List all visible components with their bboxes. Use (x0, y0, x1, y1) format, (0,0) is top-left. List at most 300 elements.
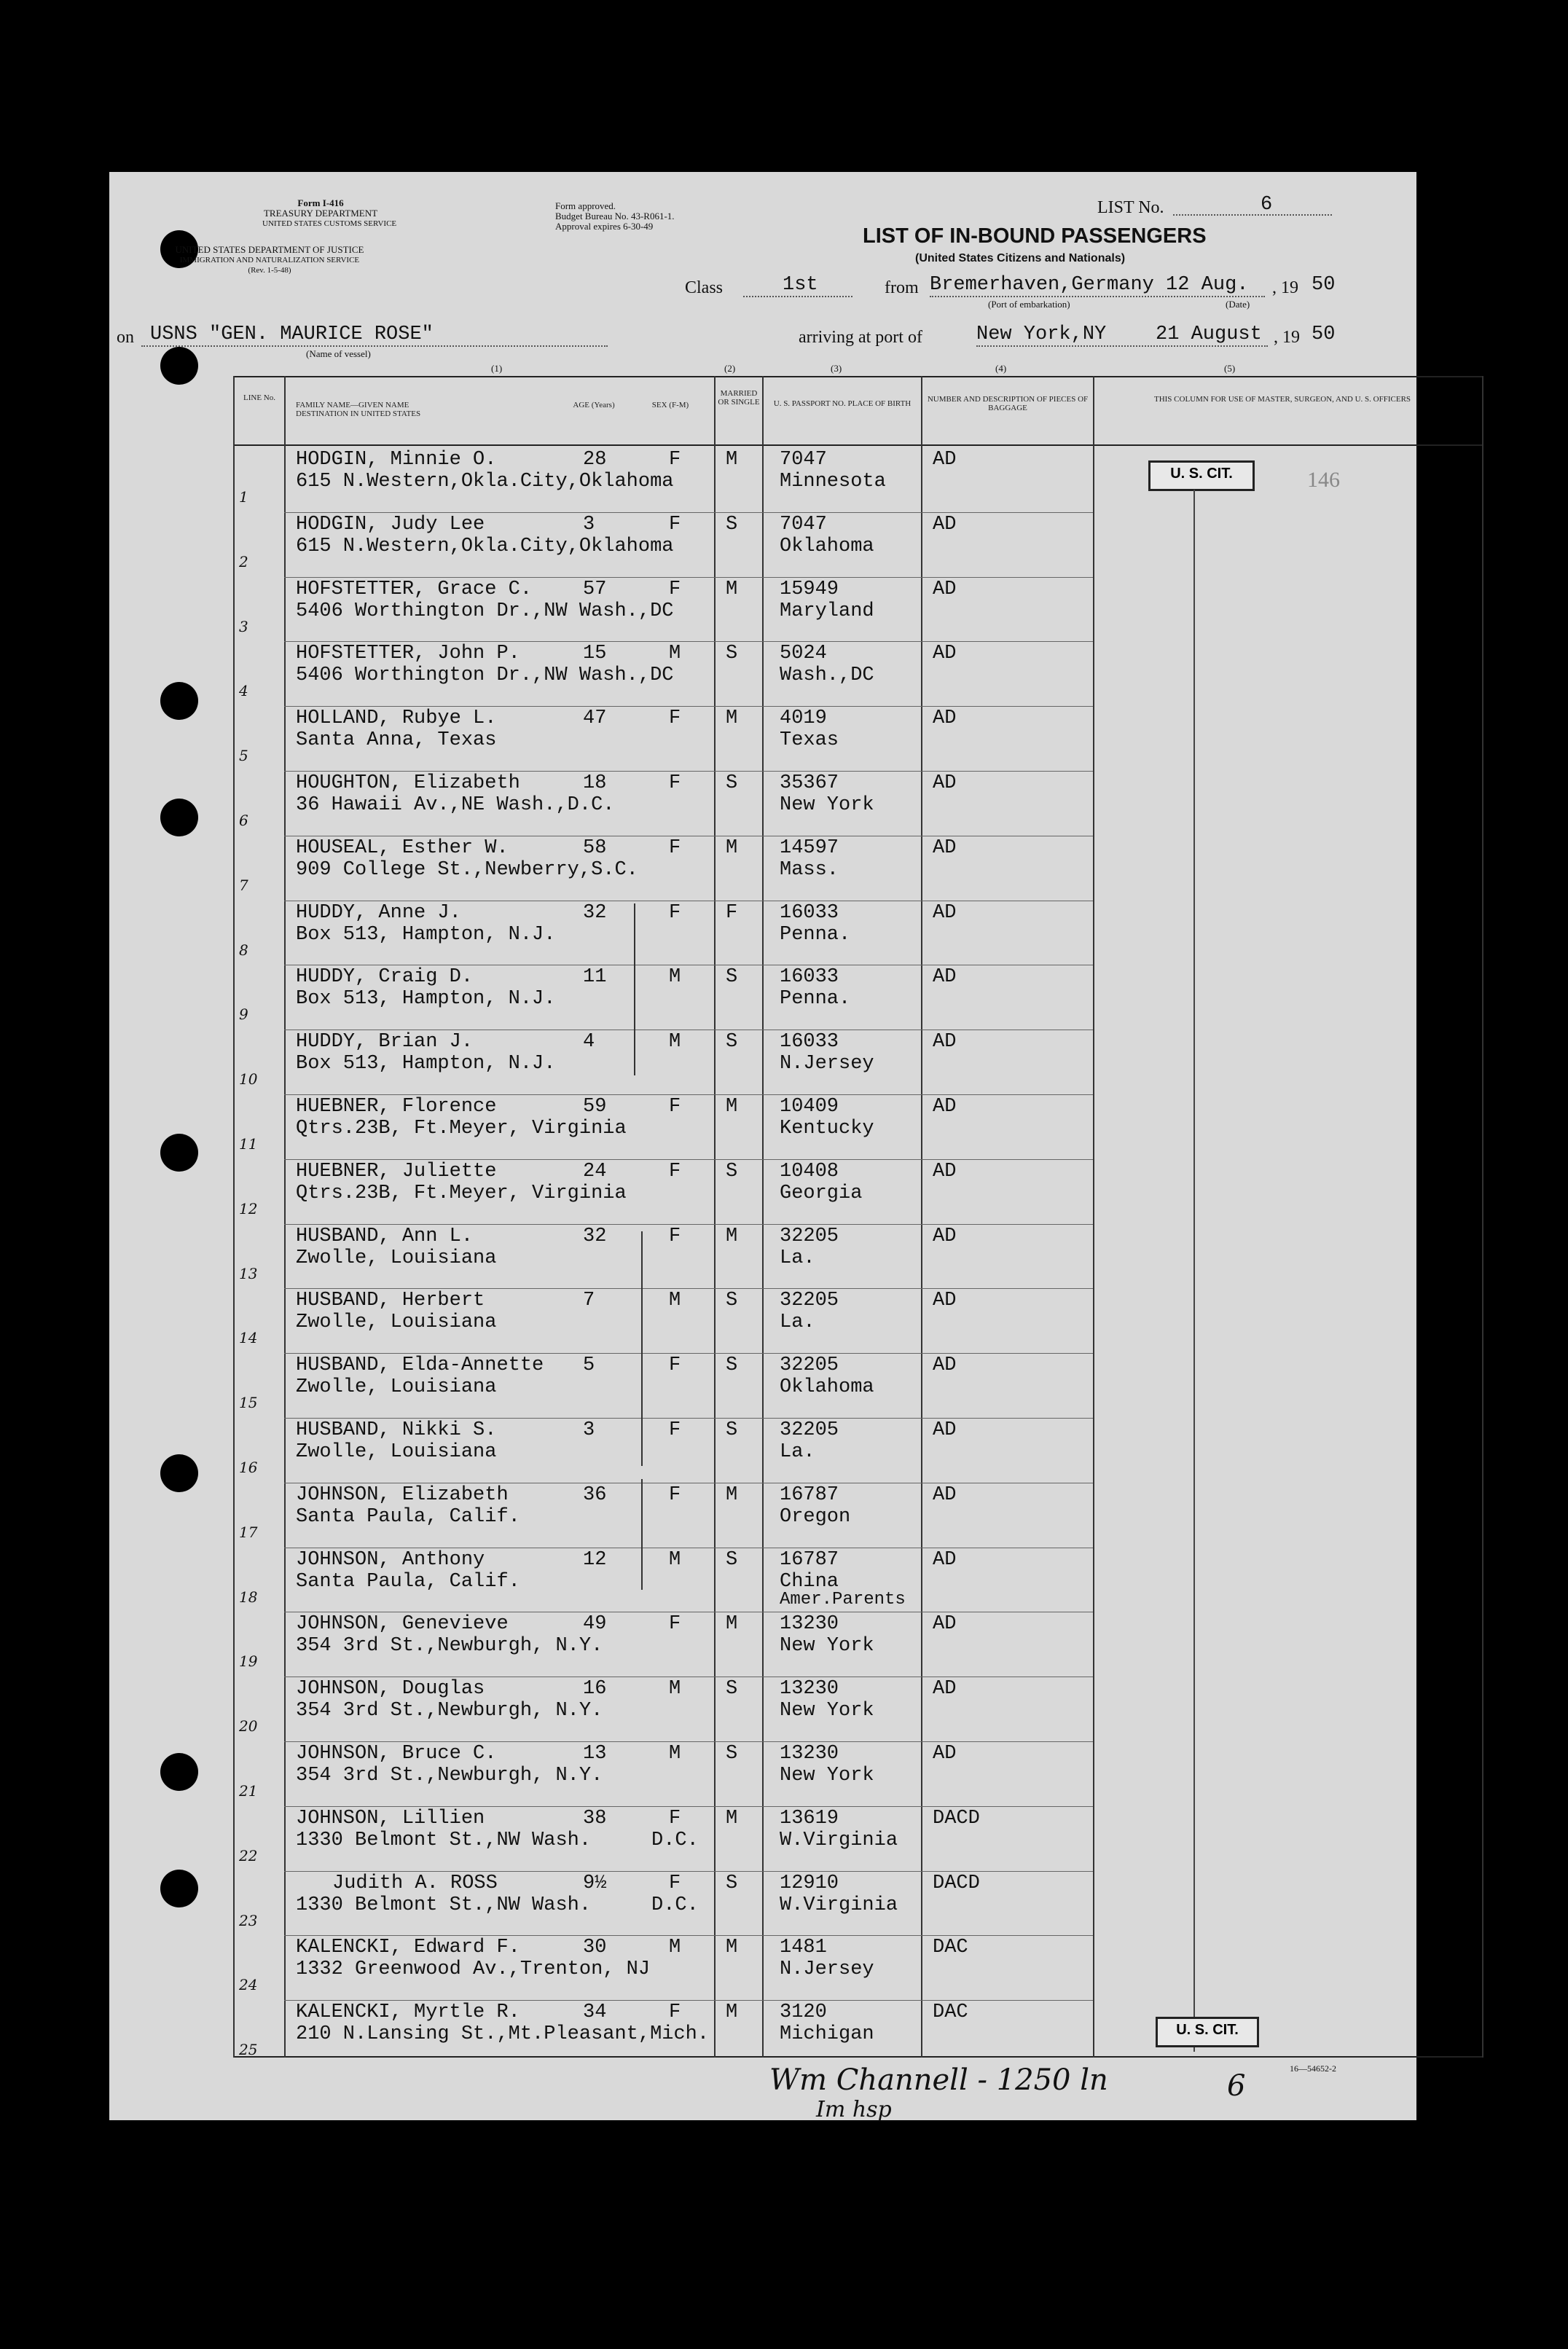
col-destination: DESTINATION IN UNITED STATES (296, 409, 421, 418)
destination: 354 3rd St.,Newburgh, N.Y. (296, 1700, 603, 1722)
us-citizen-stamp: U. S. CIT. (1148, 460, 1255, 491)
place-of-birth: Georgia (780, 1182, 863, 1204)
handwritten-note-2: Im hsp (816, 2097, 892, 2122)
passenger-name: HUEBNER, Florence (296, 1096, 497, 1118)
destination: 615 N.Western,Okla.City,Oklahoma (296, 471, 674, 493)
passenger-age: 12 (583, 1548, 607, 1571)
passport-number: 32205 (780, 1419, 839, 1441)
passenger-sex: F (669, 578, 681, 600)
place-of-birth: N.Jersey (780, 1958, 874, 1981)
destination: 5406 Worthington Dr.,NW Wash.,DC (296, 600, 674, 622)
passenger-age: 36 (583, 1483, 607, 1506)
destination: 1332 Greenwood Av.,Trenton, NJ (296, 1958, 651, 1981)
destination: Box 513, Hampton, N.J. (296, 988, 556, 1011)
passenger-name: JOHNSON, Elizabeth (296, 1483, 509, 1506)
passport-number: 7047 (780, 513, 827, 536)
port-embark-label: (Port of embarkation) (988, 299, 1070, 310)
place-of-birth: W.Virginia (780, 1829, 898, 1851)
baggage: AD (933, 772, 957, 794)
passenger-age: 5 (583, 1354, 595, 1377)
row-divider (284, 2000, 1093, 2001)
line-number: 9 (239, 1005, 248, 1024)
form-title: LIST OF IN-BOUND PASSENGERS (863, 224, 1207, 248)
passenger-sex: M (669, 1678, 681, 1701)
marital-status: S (726, 1354, 738, 1377)
marital-status: S (726, 1160, 738, 1183)
col-num-4: (4) (995, 363, 1007, 374)
line-number: 25 (239, 2041, 258, 2059)
passport-number: 13230 (780, 1743, 839, 1765)
passport-number: 16033 (780, 901, 839, 924)
passport-number: 35367 (780, 772, 839, 794)
passenger-sex: F (669, 1613, 681, 1636)
line-number: 12 (239, 1199, 258, 1217)
row-divider (284, 1159, 1093, 1160)
marital-status: S (726, 643, 738, 665)
row-divider (284, 1288, 1093, 1289)
passenger-name: HODGIN, Judy Lee (296, 513, 485, 536)
destination: 5406 Worthington Dr.,NW Wash.,DC (296, 664, 674, 687)
destination: Zwolle, Louisiana (296, 1441, 497, 1463)
destination: Box 513, Hampton, N.J. (296, 923, 556, 946)
arriving-port: New York,NY (976, 323, 1107, 345)
line-number: 6 (239, 812, 248, 829)
binder-hole (160, 1454, 198, 1492)
place-of-birth: La. (780, 1311, 815, 1334)
passenger-age: 7 (583, 1290, 595, 1312)
marital-status: S (726, 1419, 738, 1441)
passenger-age: 59 (583, 1096, 607, 1118)
passenger-age: 30 (583, 1937, 607, 1959)
destination: 1330 Belmont St.,NW Wash. (296, 1894, 592, 1916)
passport-number: 32205 (780, 1290, 839, 1312)
place-of-birth: Michigan (780, 2023, 874, 2046)
binder-hole (160, 347, 198, 385)
from-label: from (885, 278, 919, 297)
line-number: 22 (239, 1846, 258, 1864)
passenger-name: KALENCKI, Edward F. (296, 1937, 520, 1959)
passenger-name: JOHNSON, Bruce C. (296, 1743, 497, 1765)
passenger-sex: F (669, 1160, 681, 1183)
baggage: AD (933, 1160, 957, 1183)
destination-state: D.C. (651, 1894, 699, 1916)
handwritten-number: 6 (1227, 2069, 1246, 2103)
passenger-name: HOLLAND, Rubye L. (296, 707, 497, 730)
handwritten-note: Wm Channell - 1250 ln (769, 2063, 1108, 2097)
arriving-year: 50 (1312, 323, 1336, 345)
baggage: AD (933, 643, 957, 665)
passenger-name: HOFSTETTER, Grace C. (296, 578, 533, 600)
passport-number: 16033 (780, 1031, 839, 1054)
marital-status: S (726, 772, 738, 794)
line-number: 18 (239, 1588, 258, 1606)
passenger-name: HODGIN, Minnie O. (296, 449, 497, 471)
passenger-sex: F (669, 1872, 681, 1894)
manifest-page (109, 172, 1416, 2120)
place-of-birth: Minnesota (780, 471, 886, 493)
baggage: AD (933, 1031, 957, 1054)
marital-status: S (726, 1290, 738, 1312)
form-id: Form I-416 TREASURY DEPARTMENT UNITED STATES CUSTOMS SERVICE (262, 197, 397, 228)
us-citizen-stamp-bottom: U. S. CIT. (1156, 2017, 1259, 2047)
destination: Qtrs.23B, Ft.Meyer, Virginia (296, 1118, 627, 1140)
marital-status: F (726, 901, 738, 924)
marital-status: M (726, 1807, 738, 1830)
passport-number: 16787 (780, 1483, 839, 1506)
destination: 615 N.Western,Okla.City,Oklahoma (296, 535, 674, 557)
line-number: 7 (239, 876, 248, 894)
baggage: AD (933, 1225, 957, 1247)
passenger-name: KALENCKI, Myrtle R. (296, 2001, 520, 2024)
place-of-birth: New York (780, 1635, 874, 1658)
place-of-birth: Penna. (780, 988, 851, 1011)
col-age: AGE (Years) (573, 401, 615, 409)
place-of-birth: China (780, 1570, 839, 1593)
passenger-sex: F (669, 772, 681, 794)
passport-number: 12910 (780, 1872, 839, 1894)
passenger-age: 32 (583, 1225, 607, 1247)
passenger-name: HUSBAND, Nikki S. (296, 1419, 497, 1441)
passenger-name: JOHNSON, Douglas (296, 1678, 485, 1701)
passenger-age: 18 (583, 772, 607, 794)
passenger-name: HUDDY, Brian J. (296, 1031, 474, 1054)
place-of-birth: Texas (780, 729, 839, 752)
marital-status: M (726, 707, 738, 730)
passport-number: 32205 (780, 1225, 839, 1247)
line-number: 8 (239, 941, 248, 959)
justice-dept: UNITED STATES DEPARTMENT OF JUSTICE IMMIGRATION AND NATURALIZATION SERVICE (Rev. 1-5-48) (175, 244, 364, 275)
place-of-birth: La. (780, 1247, 815, 1269)
baggage: AD (933, 1483, 957, 1506)
passenger-name: HUSBAND, Herbert (296, 1290, 485, 1312)
passport-number: 13230 (780, 1678, 839, 1701)
passport-number: 3120 (780, 2001, 827, 2024)
passenger-age: 58 (583, 836, 607, 859)
page-mark: 146 (1307, 468, 1340, 492)
vessel-name: USNS "GEN. MAURICE ROSE" (150, 323, 434, 345)
baggage: AD (933, 1743, 957, 1765)
passenger-name: JOHNSON, Anthony (296, 1548, 485, 1571)
line-number: 21 (239, 1782, 258, 1800)
marital-status: S (726, 1031, 738, 1054)
year-value: 50 (1312, 274, 1336, 296)
passport-number: 32205 (780, 1354, 839, 1377)
passenger-age: 49 (583, 1613, 607, 1636)
binder-hole (160, 1870, 198, 1907)
arriving-year-prefix: , 19 (1274, 328, 1300, 347)
list-no-label: LIST No. (1097, 198, 1164, 217)
destination: 210 N.Lansing St.,Mt.Pleasant,Mich. (296, 2023, 710, 2046)
row-divider (284, 577, 1093, 578)
passport-number: 5024 (780, 643, 827, 665)
passenger-sex: M (669, 1290, 681, 1312)
passport-number: 10408 (780, 1160, 839, 1183)
marital-status: M (726, 1613, 738, 1636)
passenger-sex: F (669, 1419, 681, 1441)
row-divider (284, 1224, 1093, 1225)
line-number: 16 (239, 1459, 258, 1476)
destination-state: D.C. (651, 1829, 699, 1851)
passenger-age: 57 (583, 578, 607, 600)
marital-status: M (726, 1483, 738, 1506)
passenger-sex: M (669, 643, 681, 665)
destination: Santa Paula, Calif. (296, 1570, 520, 1593)
row-divider (284, 771, 1093, 772)
line-number: 13 (239, 1264, 258, 1282)
place-of-birth: New York (780, 1700, 874, 1722)
row-divider (284, 1353, 1093, 1354)
col-officers: THIS COLUMN FOR USE OF MASTER, SURGEON, AND U. S. OFFICERS (1153, 395, 1411, 404)
col-num-1: (1) (491, 363, 503, 374)
passenger-sex: M (669, 1743, 681, 1765)
place-of-birth: Oklahoma (780, 535, 874, 557)
destination: 354 3rd St.,Newburgh, N.Y. (296, 1765, 603, 1787)
destination: 354 3rd St.,Newburgh, N.Y. (296, 1635, 603, 1658)
passenger-sex: F (669, 707, 681, 730)
marital-status: S (726, 966, 738, 989)
destination: Santa Anna, Texas (296, 729, 497, 752)
passenger-sex: F (669, 513, 681, 536)
row-divider (284, 512, 1093, 513)
place-of-birth: Penna. (780, 923, 851, 946)
baggage: AD (933, 1613, 957, 1636)
passenger-age: 4 (583, 1031, 595, 1054)
col-num-3: (3) (831, 363, 842, 374)
place-of-birth: W.Virginia (780, 1894, 898, 1916)
passport-number: 16033 (780, 966, 839, 989)
baggage: AD (933, 1548, 957, 1571)
passenger-age: 32 (583, 901, 607, 924)
passenger-age: 24 (583, 1160, 607, 1183)
passport-number: 14597 (780, 836, 839, 859)
line-number: 24 (239, 1976, 258, 1994)
baggage: AD (933, 513, 957, 536)
place-of-birth: La. (780, 1441, 815, 1463)
passenger-name: HUDDY, Craig D. (296, 966, 474, 989)
binder-hole (160, 1134, 198, 1172)
passport-number: 7047 (780, 449, 827, 471)
row-divider (284, 1741, 1093, 1742)
form-code: 16—54652-2 (1290, 2063, 1336, 2074)
baggage: DAC (933, 2001, 968, 2024)
place-of-birth: Mass. (780, 858, 839, 881)
line-number: 10 (239, 1070, 258, 1089)
passenger-name: Judith A. ROSS (332, 1872, 498, 1894)
arriving-date: 21 August (1156, 323, 1262, 345)
line-number: 5 (239, 747, 248, 765)
marital-status: M (726, 449, 738, 471)
marital-status: S (726, 1678, 738, 1701)
passenger-name: HUSBAND, Elda-Annette (296, 1354, 544, 1377)
baggage: AD (933, 901, 957, 924)
passenger-age: 9½ (583, 1872, 607, 1894)
line-number: 14 (239, 1329, 258, 1347)
baggage: AD (933, 836, 957, 859)
marital-status: M (726, 578, 738, 600)
passenger-sex: M (669, 966, 681, 989)
place-of-birth: N.Jersey (780, 1053, 874, 1075)
place-of-birth: New York (780, 794, 874, 816)
from-value: Bremerhaven,Germany 12 Aug. (930, 274, 1249, 296)
col-married: MARRIED OR SINGLE (718, 389, 760, 407)
destination: 36 Hawaii Av.,NE Wash.,D.C. (296, 794, 615, 816)
passenger-age: 11 (583, 966, 607, 989)
passenger-sex: F (669, 1483, 681, 1506)
place-of-birth: Oregon (780, 1505, 851, 1528)
col-num-5: (5) (1224, 363, 1236, 374)
line-number: 19 (239, 1652, 258, 1671)
baggage: DACD (933, 1872, 980, 1894)
passenger-age: 3 (583, 513, 595, 536)
passenger-name: HUDDY, Anne J. (296, 901, 461, 924)
baggage: DAC (933, 1937, 968, 1959)
line-number: 15 (239, 1394, 258, 1412)
destination: Santa Paula, Calif. (296, 1505, 520, 1528)
col-sex: SEX (F-M) (651, 401, 689, 409)
row-divider (284, 1871, 1093, 1872)
passenger-sex: M (669, 1937, 681, 1959)
family-bracket (641, 1231, 643, 1466)
row-divider (284, 1418, 1093, 1419)
passport-number: 15949 (780, 578, 839, 600)
passenger-age: 28 (583, 449, 607, 471)
marital-status: M (726, 1225, 738, 1247)
marital-status: M (726, 836, 738, 859)
col-passport: U. S. PASSPORT NO. PLACE OF BIRTH (773, 399, 912, 408)
on-label: on (117, 328, 134, 347)
stamp-continuation-line (1193, 490, 1195, 2052)
year-prefix: , 19 (1272, 278, 1298, 297)
line-number: 3 (239, 617, 248, 635)
passenger-age: 13 (583, 1743, 607, 1765)
passenger-age: 38 (583, 1807, 607, 1830)
row-divider (284, 1935, 1093, 1936)
class-label: Class (685, 278, 724, 297)
col-baggage: NUMBER AND DESCRIPTION OF PIECES OF BAGGAGE (927, 395, 1089, 412)
row-divider (284, 1806, 1093, 1807)
passenger-name: HOUGHTON, Elizabeth (296, 772, 520, 794)
family-bracket (634, 903, 635, 1075)
baggage: AD (933, 966, 957, 989)
passenger-sex: F (669, 1096, 681, 1118)
col-line-no: LINE No. (243, 393, 275, 402)
line-number: 23 (239, 1911, 258, 1929)
passenger-name: JOHNSON, Lillien (296, 1807, 485, 1830)
baggage: AD (933, 1354, 957, 1377)
line-number: 1 (239, 488, 248, 506)
destination: Box 513, Hampton, N.J. (296, 1053, 556, 1075)
form-subtitle: (United States Citizens and Nationals) (915, 252, 1126, 264)
destination: 909 College St.,Newberry,S.C. (296, 858, 638, 881)
line-number: 20 (239, 1717, 258, 1736)
passenger-sex: F (669, 1354, 681, 1377)
date-label: (Date) (1226, 299, 1250, 310)
passenger-age: 15 (583, 643, 607, 665)
marital-status: M (726, 1096, 738, 1118)
passenger-sex: M (669, 1548, 681, 1571)
marital-status: S (726, 1872, 738, 1894)
marital-status: S (726, 1743, 738, 1765)
passenger-name: HOUSEAL, Esther W. (296, 836, 509, 859)
passenger-name: HOFSTETTER, John P. (296, 643, 520, 665)
class-value: 1st (783, 274, 818, 296)
line-number: 17 (239, 1523, 258, 1541)
passenger-sex: F (669, 1225, 681, 1247)
place-of-birth: Wash.,DC (780, 664, 874, 687)
approval-note: Form approved. Budget Bureau No. 43-R061-1. Approval expires 6-30-49 (555, 200, 675, 232)
passenger-age: 16 (583, 1678, 607, 1701)
passport-number: 16787 (780, 1548, 839, 1571)
passenger-age: 3 (583, 1419, 595, 1441)
baggage: AD (933, 449, 957, 471)
passport-number: 13619 (780, 1807, 839, 1830)
place-of-birth: Kentucky (780, 1118, 874, 1140)
row-divider (284, 706, 1093, 707)
passenger-sex: F (669, 2001, 681, 2024)
place-of-birth: New York (780, 1765, 874, 1787)
col-name: FAMILY NAME—GIVEN NAME (296, 401, 409, 409)
destination: Zwolle, Louisiana (296, 1376, 497, 1399)
destination: Zwolle, Louisiana (296, 1311, 497, 1334)
arriving-label: arriving at port of (799, 328, 922, 347)
baggage: AD (933, 1290, 957, 1312)
passenger-age: 34 (583, 2001, 607, 2024)
family-bracket (641, 1479, 643, 1590)
line-number: 4 (239, 682, 248, 700)
list-no-value: 6 (1261, 194, 1273, 216)
baggage: AD (933, 578, 957, 600)
binder-hole (160, 799, 198, 836)
marital-status: M (726, 1937, 738, 1959)
passenger-sex: F (669, 836, 681, 859)
destination: 1330 Belmont St.,NW Wash. (296, 1829, 592, 1851)
passport-number: 13230 (780, 1613, 839, 1636)
col-num-2: (2) (724, 363, 736, 374)
line-number: 2 (239, 552, 248, 570)
baggage: AD (933, 1096, 957, 1118)
baggage: AD (933, 1419, 957, 1441)
baggage: AD (933, 1678, 957, 1701)
place-of-birth: Oklahoma (780, 1376, 874, 1399)
passport-number: 10409 (780, 1096, 839, 1118)
vessel-label: (Name of vessel) (306, 348, 371, 359)
passport-number: 4019 (780, 707, 827, 730)
row-divider (284, 1094, 1093, 1095)
baggage: AD (933, 707, 957, 730)
passenger-sex: F (669, 449, 681, 471)
passenger-sex: M (669, 1031, 681, 1054)
marital-status: M (726, 2001, 738, 2024)
destination: Qtrs.23B, Ft.Meyer, Virginia (296, 1182, 627, 1204)
passenger-sex: F (669, 1807, 681, 1830)
passenger-sex: F (669, 901, 681, 924)
baggage: DACD (933, 1807, 980, 1830)
passenger-name: JOHNSON, Genevieve (296, 1613, 509, 1636)
marital-status: S (726, 513, 738, 536)
place-of-birth-note: Amer.Parents (780, 1589, 906, 1609)
line-number: 11 (239, 1135, 258, 1153)
destination: Zwolle, Louisiana (296, 1247, 497, 1269)
binder-hole (160, 1753, 198, 1791)
passenger-age: 47 (583, 707, 607, 730)
marital-status: S (726, 1548, 738, 1571)
binder-hole (160, 682, 198, 720)
passport-number: 1481 (780, 1937, 827, 1959)
passenger-name: HUSBAND, Ann L. (296, 1225, 474, 1247)
row-divider (284, 641, 1093, 642)
passenger-name: HUEBNER, Juliette (296, 1160, 497, 1183)
place-of-birth: Maryland (780, 600, 874, 622)
